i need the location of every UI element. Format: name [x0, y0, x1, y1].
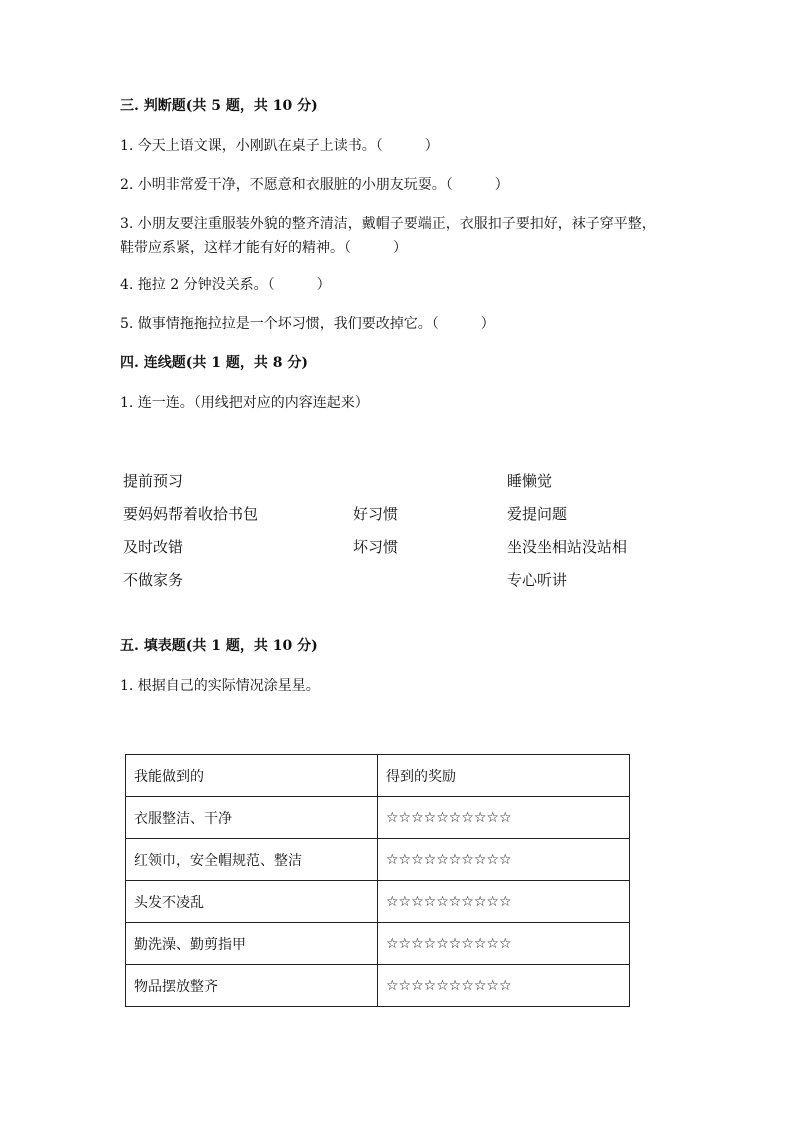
table-row — [126, 881, 630, 923]
section3-question-3: 3. 小朋友要注重服装外貌的整齐清洁，戴帽子要端正，衣服扣子要扣好，袜子穿平整，鞋带应系紧，这样才能有好的精神。（ ） — [120, 216, 656, 256]
stars-cell[interactable]: ☆☆☆☆☆☆☆☆☆☆ — [378, 839, 630, 881]
match-left-item: 不做家务 — [123, 571, 184, 589]
table-header-row — [126, 755, 630, 797]
match-left-item: 要妈妈帮着收拾书包 — [123, 505, 259, 523]
match-right-item: 专心听讲 — [507, 571, 568, 589]
match-right-item: 爱提问题 — [507, 505, 568, 523]
habit-cell: 物品摆放整齐 — [126, 965, 378, 1007]
section3-question-1: 1. 今天上语文课，小刚趴在桌子上读书。（ ） — [120, 138, 439, 154]
table-row — [126, 923, 630, 965]
match-middle-item: 坏习惯 — [353, 538, 399, 556]
match-middle-item: 好习惯 — [353, 505, 399, 523]
table-header-cell: 我能做到的 — [126, 755, 378, 797]
stars-cell[interactable]: ☆☆☆☆☆☆☆☆☆☆ — [378, 965, 630, 1007]
habit-cell: 勤洗澡、勤剪指甲 — [126, 923, 378, 965]
habit-cell: 衣服整洁、干净 — [126, 797, 378, 839]
section3-question-5: 5. 做事情拖拖拉拉是一个坏习惯，我们要改掉它。（ ） — [120, 316, 495, 332]
section5-heading: 五. 填表题(共 1 题，共 10 分) — [120, 638, 318, 654]
section5-question-1: 1. 根据自己的实际情况涂星星。 — [120, 678, 320, 694]
table-row — [126, 965, 630, 1007]
section4-question-1: 1. 连一连。（用线把对应的内容连起来） — [120, 395, 369, 411]
table-row — [126, 839, 630, 881]
habit-cell: 头发不凌乱 — [126, 881, 378, 923]
habit-cell: 红领巾，安全帽规范、整洁 — [126, 839, 378, 881]
section4-heading: 四. 连线题(共 1 题，共 8 分) — [120, 355, 308, 371]
match-left-item: 及时改错 — [123, 538, 184, 556]
match-right-item: 坐没坐相站没站相 — [507, 538, 628, 556]
section3-heading: 三. 判断题(共 5 题，共 10 分) — [120, 98, 318, 114]
table-row — [126, 797, 630, 839]
stars-cell[interactable]: ☆☆☆☆☆☆☆☆☆☆ — [378, 881, 630, 923]
stars-cell[interactable]: ☆☆☆☆☆☆☆☆☆☆ — [378, 923, 630, 965]
match-left-item: 提前预习 — [123, 472, 184, 490]
star-rating-table — [125, 754, 630, 1007]
stars-cell[interactable]: ☆☆☆☆☆☆☆☆☆☆ — [378, 797, 630, 839]
section3-question-4: 4. 拖拉 2 分钟没关系。（ ） — [120, 277, 331, 293]
section3-question-2: 2. 小明非常爱干净，不愿意和衣服脏的小朋友玩耍。（ ） — [120, 177, 509, 193]
table-header-cell: 得到的奖励 — [378, 755, 630, 797]
match-right-item: 睡懒觉 — [507, 472, 553, 490]
